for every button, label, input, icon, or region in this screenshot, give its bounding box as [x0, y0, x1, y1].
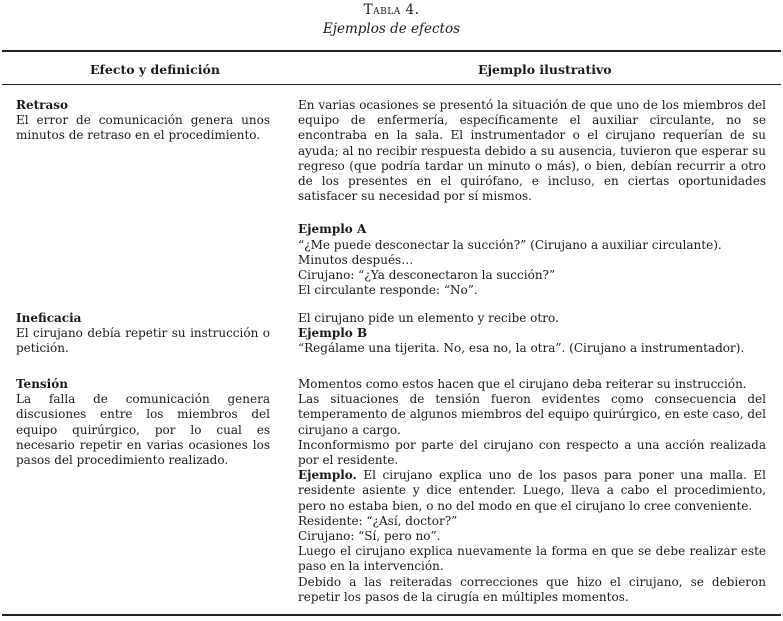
effect-name: Ineficacia	[16, 311, 82, 325]
top-rule	[2, 50, 781, 52]
row-tension-left	[16, 377, 270, 468]
row-tension-right	[298, 377, 766, 605]
example-heading: Ejemplo B	[298, 326, 368, 341]
example-intro: El cirujano pide un elemento y recibe otro.	[298, 311, 559, 325]
row-retraso-left	[16, 98, 270, 144]
example-paragraph: Momentos como estos hacen que el cirujano deba reiterar su instrucción.	[298, 377, 747, 391]
example-line: “¿Me puede desconectar la succión?” (Cirujano a auxiliar circulante).	[298, 237, 722, 252]
example-heading: Ejemplo.	[298, 468, 357, 483]
effect-name: Tensión	[16, 377, 68, 391]
example-line: Cirujano: “¿Ya desconectaron la succión?”	[298, 268, 556, 283]
example-line: Luego el cirujano explica nuevamente la forma en que se debe realizar este paso en la intervención.	[298, 544, 766, 574]
example-block	[298, 468, 766, 514]
example-line: Residente: “¿Así, doctor?”	[298, 513, 458, 528]
example-line: “Regálame una tijerita. No, esa no, la otra”. (Cirujano a instrumentador).	[298, 341, 745, 356]
effect-definition: El error de comunicación genera unos minutos de retraso en el procedimiento.	[16, 113, 270, 143]
effect-name: Retraso	[16, 98, 69, 112]
example-paragraph: Inconformismo por parte del cirujano con respecto a una acción realizada por el residente.	[298, 437, 766, 468]
row-ineficacia-left	[16, 311, 270, 357]
effect-definition: La falla de comunicación genera discusiones entre los miembros del equipo quirúrgico, por lo cual es necesario repetir en varias ocasiones los pasos del procedimiento realizado.	[16, 392, 270, 468]
example-line: Minutos después…	[298, 252, 414, 267]
example-line: Debido a las reiteradas correcciones que hizo el cirujano, se debieron repetir los pasos de la cirugía en múltiples momentos.	[298, 574, 766, 604]
table-title: Ejemplos de efectos	[322, 21, 461, 37]
example-text: En varias ocasiones se presentó la situación de que uno de los miembros del equipo de enfermería, específicamente el auxiliar circulante, no se encontraba en la sala. El instrumentador o el cirujano requerían de su ayuda; al no recibir respuesta debido a su ausencia, tuvieron que esperar su regreso (que podría tardar un minuto o más), o bien, debían recurrir a otro de los presentes en el quirófano, e incluso, en ciertas oportunidades satisfacer su necesidad por sí mismos.	[298, 98, 766, 204]
effect-definition: El cirujano debía repetir su instrucción o petición.	[16, 326, 270, 356]
example-heading-text: El cirujano explica uno de los pasos para poner una malla. El residente asiente y dice entender. Luego, lleva a cabo el procedimiento, pero no estaba bien, o no del modo en que el cirujano lo cree conveniente.	[298, 468, 766, 513]
row-retraso-right	[298, 98, 766, 298]
column-header-effect: Efecto y definición	[90, 62, 220, 77]
column-header-example: Ejemplo ilustrativo	[478, 62, 612, 77]
example-heading: Ejemplo A	[298, 222, 367, 237]
row-ineficacia-right	[298, 311, 766, 357]
bottom-rule	[2, 614, 781, 616]
header-rule	[2, 84, 781, 85]
example-line: Cirujano: “Sí, pero no”.	[298, 529, 441, 544]
example-line: El circulante responde: “No”.	[298, 283, 478, 298]
table-number: Tabla 4.	[363, 2, 420, 18]
example-paragraph: Las situaciones de tensión fueron evidentes como consecuencia del temperamento de algunos miembros del equipo quirúrgico, en este caso, del cirujano a cargo.	[298, 392, 766, 437]
